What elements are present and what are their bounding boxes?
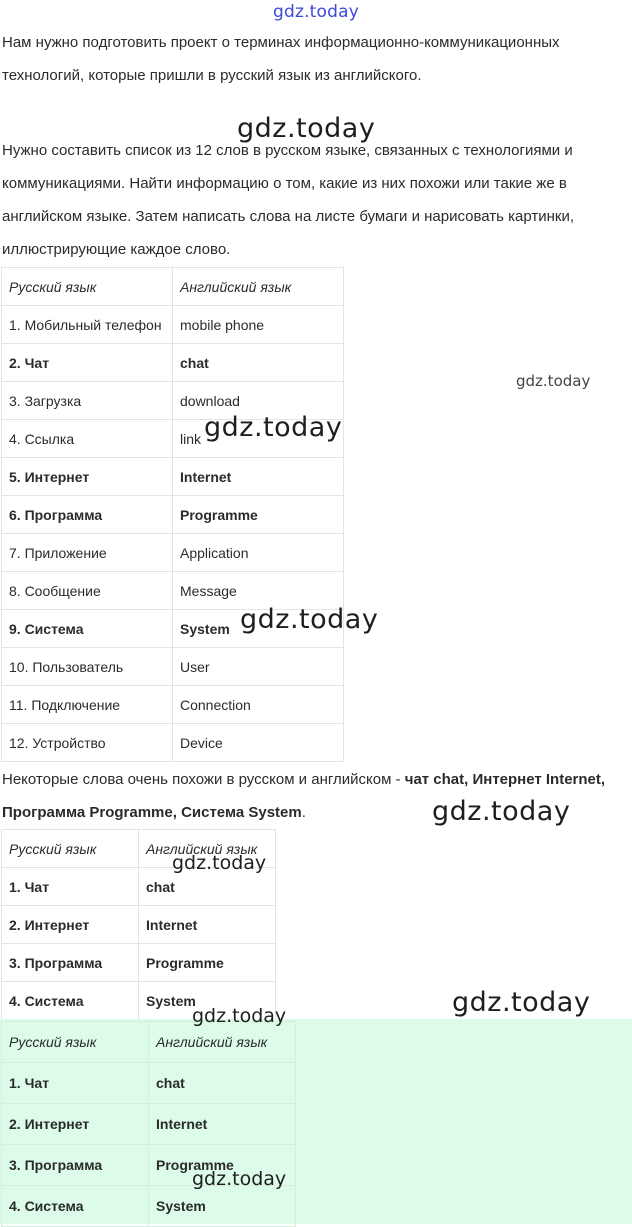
english-term: Internet <box>173 458 344 496</box>
english-term: Application <box>173 534 344 572</box>
summary-bold-words: чат chat, Интернет Internet, Программа Programme, Система System <box>2 771 606 821</box>
russian-term: 4. Система <box>2 1186 149 1227</box>
similar-words-table <box>1 829 276 1020</box>
table-row <box>2 572 344 610</box>
russian-term: 1. Чат <box>2 868 139 906</box>
table-row <box>2 1186 296 1227</box>
russian-term: 6. Программа <box>2 496 173 534</box>
table-row <box>2 868 276 906</box>
russian-term: 3. Программа <box>2 944 139 982</box>
table-row <box>2 724 344 762</box>
english-term: System <box>173 610 344 648</box>
russian-term: 4. Система <box>2 982 139 1020</box>
watermark: gdz.today <box>237 113 376 144</box>
table-row <box>2 982 276 1020</box>
russian-term: 2. Чат <box>2 344 173 382</box>
english-term: Programme <box>173 496 344 534</box>
summary-end: . <box>301 804 306 821</box>
english-term: Programme <box>149 1145 296 1186</box>
english-term: mobile phone <box>173 306 344 344</box>
russian-term: 3. Программа <box>2 1145 149 1186</box>
header-russian: Русский язык <box>2 1022 149 1063</box>
summary-paragraph <box>2 763 622 829</box>
table-row <box>2 944 276 982</box>
table-row <box>2 1145 296 1186</box>
english-term: System <box>149 1186 296 1227</box>
answer-table <box>1 1021 296 1227</box>
table-row <box>2 420 344 458</box>
table-header-row <box>2 830 276 868</box>
russian-term: 12. Устройство <box>2 724 173 762</box>
english-term: chat <box>173 344 344 382</box>
table-row <box>2 610 344 648</box>
russian-term: 11. Подключение <box>2 686 173 724</box>
intro-paragraph-1: Нам нужно подготовить проект о терминах информационно-коммуникационных технологий, которые пришли в русский язык из английского. <box>2 34 560 84</box>
watermark: gdz.today <box>240 604 379 635</box>
english-term: download <box>173 382 344 420</box>
table-row <box>2 648 344 686</box>
watermark: gdz.today <box>172 852 267 874</box>
table-row <box>2 496 344 534</box>
header-english: Английский язык <box>139 830 276 868</box>
site-logo[interactable]: gdz.today <box>272 2 360 22</box>
header-russian: Русский язык <box>2 268 173 306</box>
table-row <box>2 1063 296 1104</box>
english-term: Device <box>173 724 344 762</box>
watermark: gdz.today <box>452 987 591 1018</box>
header-english: Английский язык <box>149 1022 296 1063</box>
table-row <box>2 534 344 572</box>
english-term: Message <box>173 572 344 610</box>
table-row <box>2 906 276 944</box>
table-row <box>2 344 344 382</box>
watermark: gdz.today <box>204 412 343 443</box>
russian-term: 7. Приложение <box>2 534 173 572</box>
english-term: Programme <box>139 944 276 982</box>
watermark: gdz.today <box>516 372 591 390</box>
english-term: chat <box>139 868 276 906</box>
russian-term: 4. Ссылка <box>2 420 173 458</box>
english-term: System <box>139 982 276 1020</box>
russian-term: 9. Система <box>2 610 173 648</box>
intro-paragraph-2: Нужно составить список из 12 слов в русском языке, связанных с технологиями и коммуникациями. Найти информацию о том, какие из них похожи или такие же в английском языке. Затем написать слова на листе бумаги и нарисовать картинки, иллюстрирующие каждое слово. <box>2 142 575 258</box>
russian-term: 3. Загрузка <box>2 382 173 420</box>
watermark: gdz.today <box>192 1168 287 1190</box>
russian-term: 10. Пользователь <box>2 648 173 686</box>
russian-term: 1. Чат <box>2 1063 149 1104</box>
table-row <box>2 382 344 420</box>
watermark: gdz.today <box>192 1005 287 1027</box>
russian-term: 2. Интернет <box>2 1104 149 1145</box>
russian-term: 2. Интернет <box>2 906 139 944</box>
russian-term: 5. Интернет <box>2 458 173 496</box>
header-russian: Русский язык <box>2 830 139 868</box>
watermark: gdz.today <box>432 796 571 827</box>
english-term: Connection <box>173 686 344 724</box>
english-term: User <box>173 648 344 686</box>
english-term: Internet <box>149 1104 296 1145</box>
table-header-row <box>2 1022 296 1063</box>
english-term: link <box>173 420 344 458</box>
terms-table <box>1 267 344 762</box>
summary-lead: Некоторые слова очень похожи в русском и английском - <box>2 771 405 788</box>
russian-term: 1. Мобильный телефон <box>2 306 173 344</box>
english-term: chat <box>149 1063 296 1104</box>
table-row <box>2 306 344 344</box>
table-row <box>2 458 344 496</box>
english-term: Internet <box>139 906 276 944</box>
russian-term: 8. Сообщение <box>2 572 173 610</box>
table-row <box>2 686 344 724</box>
header-english: Английский язык <box>173 268 344 306</box>
table-header-row <box>2 268 344 306</box>
table-row <box>2 1104 296 1145</box>
